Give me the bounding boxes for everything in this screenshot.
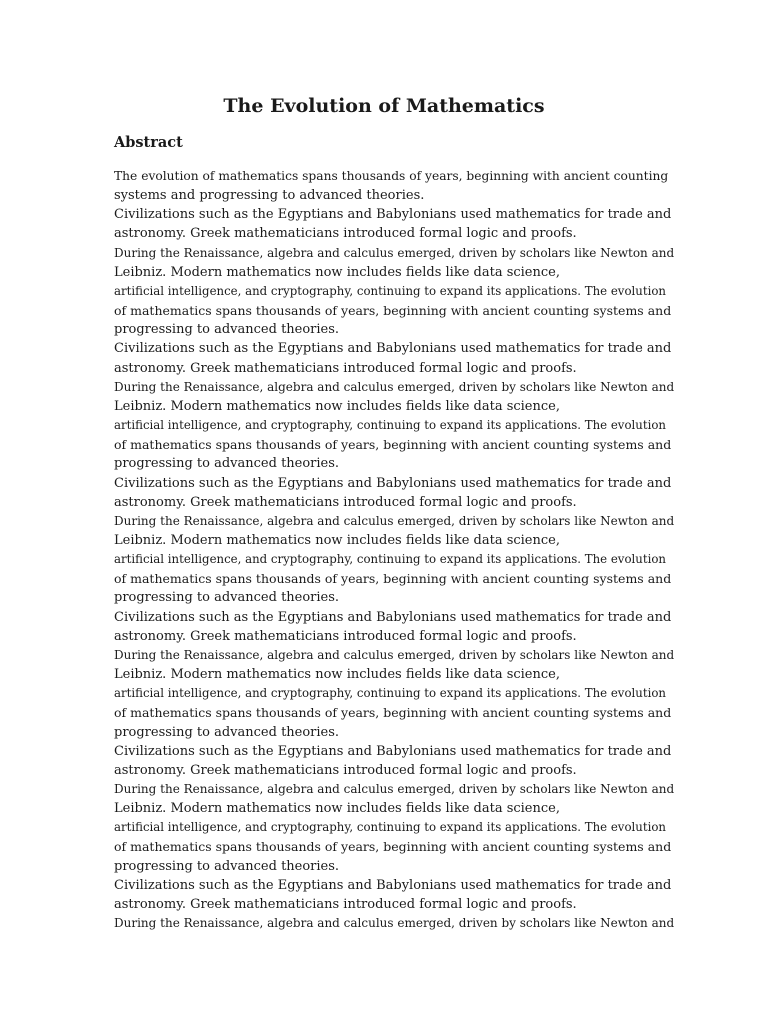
text-line: During the Renaissance, algebra and calculus emerged, driven by scholars like Newton and xyxy=(114,647,675,662)
text-line: artificial intelligence, and cryptography, continuing to expand its applications. The evolution xyxy=(114,418,666,433)
text-line: progressing to advanced theories. xyxy=(114,456,340,472)
text-line: astronomy. Greek mathematicians introduced formal logic and proofs. xyxy=(114,226,577,242)
text-line: Leibniz. Modern mathematics now includes fields like data science, xyxy=(114,801,560,817)
text-line: of mathematics spans thousands of years, beginning with ancient counting systems and xyxy=(114,705,672,721)
text-line: Civilizations such as the Egyptians and Babylonians used mathematics for trade and xyxy=(114,743,672,759)
text-line: Civilizations such as the Egyptians and Babylonians used mathematics for trade and xyxy=(114,877,672,893)
text-line: progressing to advanced theories. xyxy=(114,590,340,606)
text-line: Civilizations such as the Egyptians and Babylonians used mathematics for trade and xyxy=(114,341,672,357)
abstract-body xyxy=(114,167,674,933)
text-line: Civilizations such as the Egyptians and Babylonians used mathematics for trade and xyxy=(114,609,672,625)
text-line: Leibniz. Modern mathematics now includes fields like data science, xyxy=(114,398,560,414)
text-line: During the Renaissance, algebra and calculus emerged, driven by scholars like Newton and xyxy=(114,782,675,796)
text-line: During the Renaissance, algebra and calculus emerged, driven by scholars like Newton and xyxy=(114,379,675,394)
text-line: astronomy. Greek mathematicians introduced formal logic and proofs. xyxy=(114,628,577,644)
text-line: progressing to advanced theories. xyxy=(114,322,340,338)
text-line: artificial intelligence, and cryptography, continuing to expand its applications. The evolution xyxy=(114,283,666,298)
text-line: Leibniz. Modern mathematics now includes fields like data science, xyxy=(114,264,560,280)
text-line: During the Renaissance, algebra and calculus emerged, driven by scholars like Newton and xyxy=(114,916,675,931)
text-line: astronomy. Greek mathematicians introduced formal logic and proofs. xyxy=(114,494,577,510)
text-line: artificial intelligence, and cryptography, continuing to expand its applications. The evolution xyxy=(114,552,666,567)
text-line: Leibniz. Modern mathematics now includes fields like data science, xyxy=(114,667,560,683)
text-line: During the Renaissance, algebra and calculus emerged, driven by scholars like Newton and xyxy=(114,245,675,260)
text-line: astronomy. Greek mathematicians introduced formal logic and proofs. xyxy=(114,896,577,912)
abstract-heading: Abstract xyxy=(114,134,183,151)
page-title: The Evolution of Mathematics xyxy=(223,95,545,117)
text-line: The evolution of mathematics spans thousands of years, beginning with ancient counting xyxy=(114,169,669,183)
text-line: of mathematics spans thousands of years, beginning with ancient counting systems and xyxy=(114,303,672,319)
text-line: progressing to advanced theories. xyxy=(114,858,340,874)
text-line: astronomy. Greek mathematicians introduced formal logic and proofs. xyxy=(114,762,577,778)
text-line: artificial intelligence, and cryptography, continuing to expand its applications. The evolution xyxy=(114,820,666,835)
text-line: Civilizations such as the Egyptians and Babylonians used mathematics for trade and xyxy=(114,475,672,491)
text-line: artificial intelligence, and cryptography, continuing to expand its applications. The evolution xyxy=(114,686,666,701)
text-line: Civilizations such as the Egyptians and Babylonians used mathematics for trade and xyxy=(114,207,672,223)
text-line: progressing to advanced theories. xyxy=(114,724,340,740)
text-line: systems and progressing to advanced theories. xyxy=(114,188,425,204)
text-line: During the Renaissance, algebra and calculus emerged, driven by scholars like Newton and xyxy=(114,513,675,528)
text-line: astronomy. Greek mathematicians introduced formal logic and proofs. xyxy=(114,360,577,376)
text-line: of mathematics spans thousands of years, beginning with ancient counting systems and xyxy=(114,571,672,587)
text-line: Leibniz. Modern mathematics now includes fields like data science, xyxy=(114,532,560,548)
text-line: of mathematics spans thousands of years, beginning with ancient counting systems and xyxy=(114,839,672,855)
text-line: of mathematics spans thousands of years, beginning with ancient counting systems and xyxy=(114,437,672,453)
